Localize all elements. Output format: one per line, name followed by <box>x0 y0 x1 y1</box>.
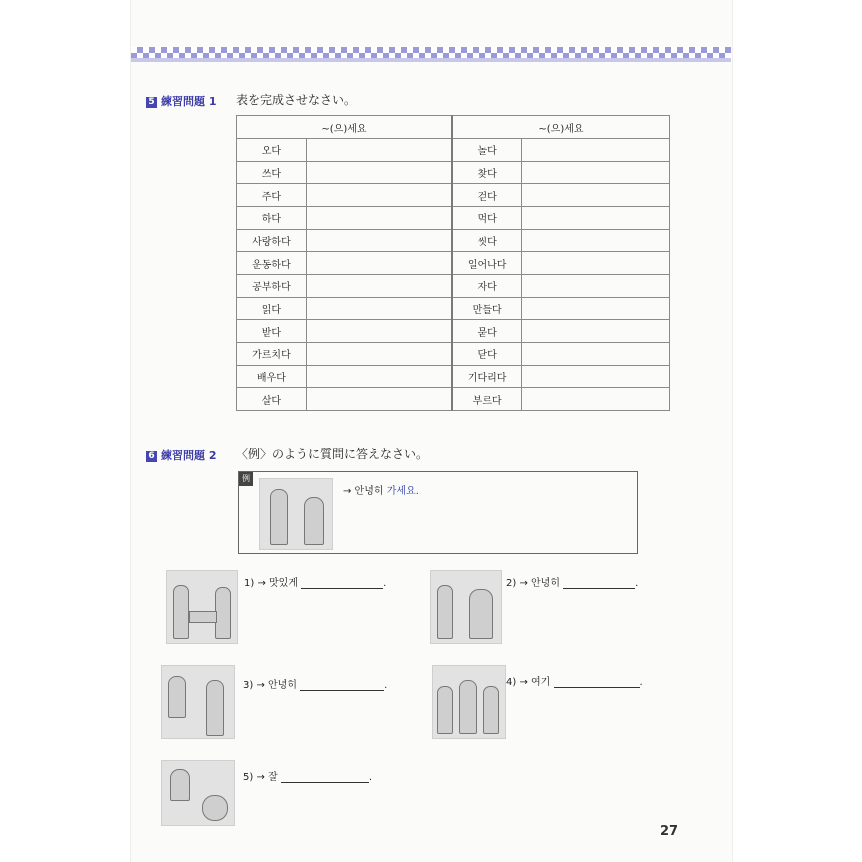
question4-illustration <box>432 665 506 739</box>
question5-illustration <box>161 760 235 826</box>
verb-left-cell: 배우다 <box>237 365 307 388</box>
answer-right-cell[interactable] <box>522 342 670 365</box>
table-row <box>237 252 670 275</box>
answer-right-cell[interactable] <box>522 365 670 388</box>
question-2-text: 2) → 안녕히 <box>506 578 560 589</box>
example-box <box>238 471 638 554</box>
answer-right-cell[interactable] <box>522 388 670 411</box>
exercise6-number: 6 <box>146 451 157 462</box>
verb-right-cell: 놀다 <box>452 139 522 162</box>
verb-right-cell: 부르다 <box>452 388 522 411</box>
table-row <box>237 274 670 297</box>
question-3-blank <box>300 679 384 691</box>
answer-left-cell[interactable] <box>306 342 452 365</box>
example-arrow-text: → 안녕히 <box>343 486 384 497</box>
example-answer <box>343 482 419 497</box>
question-4-blank <box>554 676 640 688</box>
table-row <box>237 365 670 388</box>
page-number: 27 <box>660 824 679 839</box>
verb-right-cell: 씻다 <box>452 229 522 252</box>
exercise6-heading <box>146 447 216 463</box>
exercise5-heading <box>146 93 216 109</box>
exercise6-title: 練習問題 2 <box>161 449 217 462</box>
table-row <box>237 184 670 207</box>
header-rule <box>131 58 731 62</box>
table-header-row <box>237 116 670 139</box>
answer-right-cell[interactable] <box>522 320 670 343</box>
answer-left-cell[interactable] <box>306 229 452 252</box>
verb-left-cell: 읽다 <box>237 297 307 320</box>
verb-right-cell: 묻다 <box>452 320 522 343</box>
table-row <box>237 297 670 320</box>
verb-right-cell: 먹다 <box>452 206 522 229</box>
example-answer-text: 가세요. <box>386 486 419 497</box>
verb-left-cell: 쓰다 <box>237 161 307 184</box>
table-header-left: ~(으)세요 <box>237 116 452 139</box>
verb-left-cell: 공부하다 <box>237 274 307 297</box>
answer-left-cell[interactable] <box>306 320 452 343</box>
verb-right-cell: 닫다 <box>452 342 522 365</box>
verb-right-cell: 찾다 <box>452 161 522 184</box>
question-3: 3) → 안녕히 . <box>243 680 388 691</box>
verb-left-cell: 운동하다 <box>237 252 307 275</box>
exercise6-instruction: 〈例〉のように質問に答えなさい。 <box>236 447 429 461</box>
answer-left-cell[interactable] <box>306 365 452 388</box>
exercise5-title: 練習問題 1 <box>161 95 217 108</box>
answer-left-cell[interactable] <box>306 161 452 184</box>
answer-left-cell[interactable] <box>306 206 452 229</box>
question-5-text: 5) → 잘 <box>243 772 278 783</box>
table-row <box>237 320 670 343</box>
answer-left-cell[interactable] <box>306 139 452 162</box>
verb-left-cell: 살다 <box>237 388 307 411</box>
question-4-text: 4) → 여기 <box>506 677 551 688</box>
example-tag: 例 <box>239 472 253 486</box>
answer-right-cell[interactable] <box>522 274 670 297</box>
answer-left-cell[interactable] <box>306 252 452 275</box>
answer-right-cell[interactable] <box>522 297 670 320</box>
verb-right-cell: 자다 <box>452 274 522 297</box>
table-row <box>237 139 670 162</box>
question-3-text: 3) → 안녕히 <box>243 680 297 691</box>
verb-left-cell: 받다 <box>237 320 307 343</box>
answer-right-cell[interactable] <box>522 161 670 184</box>
answer-left-cell[interactable] <box>306 184 452 207</box>
answer-left-cell[interactable] <box>306 274 452 297</box>
table-row <box>237 342 670 365</box>
verb-right-cell: 걷다 <box>452 184 522 207</box>
answer-right-cell[interactable] <box>522 184 670 207</box>
question-5: 5) → 잘 . <box>243 772 373 783</box>
question-2-blank <box>563 577 635 589</box>
verb-left-cell: 주다 <box>237 184 307 207</box>
question1-illustration <box>166 570 238 644</box>
verb-left-cell: 하다 <box>237 206 307 229</box>
verb-right-cell: 일어나다 <box>452 252 522 275</box>
verb-right-cell: 만들다 <box>452 297 522 320</box>
question-1-blank <box>301 577 383 589</box>
conjugation-table <box>236 115 670 411</box>
verb-left-cell: 오다 <box>237 139 307 162</box>
answer-left-cell[interactable] <box>306 297 452 320</box>
question-5-blank <box>281 771 369 783</box>
verb-right-cell: 기다리다 <box>452 365 522 388</box>
verb-left-cell: 가르치다 <box>237 342 307 365</box>
answer-left-cell[interactable] <box>306 388 452 411</box>
answer-right-cell[interactable] <box>522 206 670 229</box>
question-1: 1) → 맛있게 . <box>244 578 387 589</box>
exercise5-number: 5 <box>146 97 157 108</box>
table-header-right: ~(으)세요 <box>452 116 670 139</box>
question3-illustration <box>161 665 235 739</box>
table-row <box>237 229 670 252</box>
question-4: 4) → 여기 . <box>506 677 643 688</box>
question-1-text: 1) → 맛있게 <box>244 578 298 589</box>
answer-right-cell[interactable] <box>522 252 670 275</box>
table-row <box>237 206 670 229</box>
verb-left-cell: 사랑하다 <box>237 229 307 252</box>
example-illustration <box>259 478 333 550</box>
question-2: 2) → 안녕히 . <box>506 578 639 589</box>
answer-right-cell[interactable] <box>522 139 670 162</box>
question2-illustration <box>430 570 502 644</box>
exercise5-instruction: 表を完成させなさい。 <box>236 93 357 107</box>
table-row <box>237 161 670 184</box>
table-row <box>237 388 670 411</box>
answer-right-cell[interactable] <box>522 229 670 252</box>
